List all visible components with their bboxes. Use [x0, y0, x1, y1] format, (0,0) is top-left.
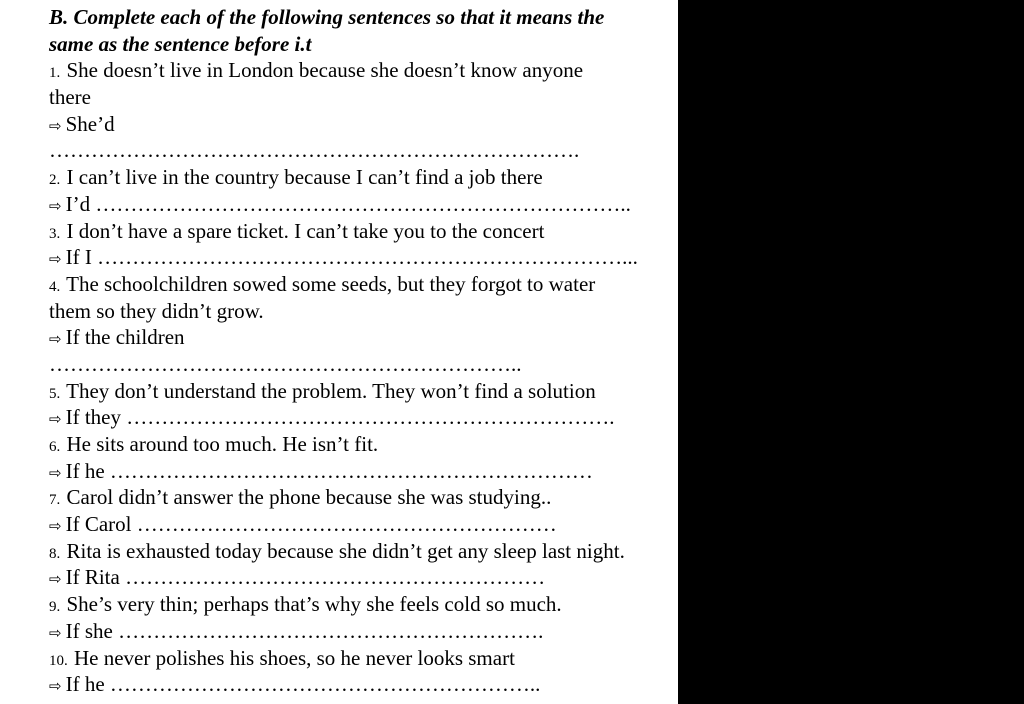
exercise-5-answer: [49, 404, 678, 431]
answer-start: If they: [65, 405, 121, 430]
exercise-number: 9.: [49, 599, 61, 616]
prompt-text: She doesn’t live in London because she doesn’t know anyone: [66, 58, 584, 83]
answer-start: She’d: [65, 111, 115, 136]
prompt-text: Rita is exhausted today because she didn’t get any sleep last night.: [66, 538, 625, 563]
exercise-5-prompt: [49, 378, 678, 405]
exercise-number: 8.: [49, 545, 61, 562]
exercise-content: [49, 4, 678, 698]
exercise-7-prompt: [49, 484, 678, 511]
arrow-icon: ⇨: [49, 570, 62, 589]
prompt-text: I don’t have a spare ticket. I can’t take you to the concert: [66, 218, 545, 243]
answer-blank[interactable]: …………………………………………………………………..: [95, 191, 631, 216]
exercise-4-answer-blank[interactable]: …………………………………………………………..: [49, 351, 522, 376]
answer-blank[interactable]: ……………………………………………………: [125, 565, 546, 590]
answer-blank[interactable]: …………………………………………………………………...: [97, 245, 638, 270]
exercise-1-prompt-continued: there: [49, 85, 91, 110]
prompt-text: They don’t understand the problem. They won’t find a solution: [66, 378, 596, 403]
arrow-icon: ⇨: [49, 330, 62, 349]
exercise-6-prompt: [49, 431, 678, 458]
exercise-number: 10.: [49, 652, 68, 669]
exercise-2-answer: [49, 191, 678, 218]
exercise-4-prompt-continued: them so they didn’t grow.: [49, 298, 264, 323]
answer-blank[interactable]: ……………………………………………………: [136, 512, 557, 537]
arrow-icon: ⇨: [49, 623, 62, 642]
answer-blank[interactable]: ……………………………………………………..: [109, 672, 541, 697]
prompt-text: The schoolchildren sowed some seeds, but they forgot to water: [66, 271, 596, 296]
exercise-number: 3.: [49, 225, 61, 242]
answer-blank[interactable]: ……………………………………………………………: [109, 458, 593, 483]
exercise-6-answer: [49, 458, 678, 485]
answer-start: If the children: [65, 325, 185, 350]
exercise-number: 7.: [49, 492, 61, 509]
prompt-text: She’s very thin; perhaps that’s why she feels cold so much.: [66, 592, 562, 617]
section-heading-line-1: B. Complete each of the following sentences so that it means the: [49, 5, 605, 29]
exercise-8-prompt: [49, 538, 678, 565]
prompt-text: He sits around too much. He isn’t fit.: [66, 432, 379, 456]
exercise-2-prompt: [49, 164, 678, 191]
exercise-number: 2.: [49, 172, 61, 189]
exercise-number: 1.: [49, 65, 61, 82]
exercise-4-answer: [49, 324, 678, 351]
answer-blank[interactable]: …………………………………………………….: [118, 618, 544, 643]
exercise-number: 4.: [49, 278, 61, 295]
arrow-icon: ⇨: [49, 410, 62, 429]
exercise-1-answer: [49, 111, 678, 138]
arrow-icon: ⇨: [49, 116, 62, 135]
prompt-text: I can’t live in the country because I can’t find a job there: [66, 165, 543, 190]
exercise-8-answer: [49, 564, 678, 591]
exercise-3-prompt: [49, 218, 678, 245]
answer-start: If he: [65, 458, 105, 483]
arrow-icon: ⇨: [49, 250, 62, 269]
exercise-10-answer: [49, 671, 678, 698]
black-margin-area: [678, 0, 1024, 704]
exercise-number: 6.: [49, 439, 61, 455]
exercise-3-answer: [49, 244, 678, 271]
exercise-9-answer: [49, 618, 678, 645]
exercise-number: 5.: [49, 385, 61, 402]
answer-blank[interactable]: …………………………………………………………….: [126, 405, 615, 430]
answer-start: If he: [65, 672, 105, 697]
exercise-1-prompt: [49, 57, 678, 84]
prompt-text: Carol didn’t answer the phone because she was studying..: [66, 485, 552, 510]
arrow-icon: ⇨: [49, 196, 62, 215]
answer-start: If Carol: [65, 512, 132, 537]
exercise-9-prompt: [49, 591, 678, 618]
exercise-10-prompt: [49, 645, 678, 672]
arrow-icon: ⇨: [49, 517, 62, 536]
answer-start: If I: [65, 245, 92, 270]
prompt-text: He never polishes his shoes, so he never looks smart: [74, 645, 515, 670]
arrow-icon: ⇨: [49, 463, 62, 482]
exercise-7-answer: [49, 511, 678, 538]
exercise-1-answer-blank[interactable]: ………………………………………………………………….: [49, 138, 580, 163]
arrow-icon: ⇨: [49, 677, 62, 696]
exercise-4-prompt: [49, 271, 678, 298]
section-heading-line-2: same as the sentence before i.t: [49, 31, 312, 56]
answer-start: If she: [65, 618, 113, 643]
answer-start: If Rita: [65, 565, 120, 590]
answer-start: I’d: [65, 191, 91, 216]
